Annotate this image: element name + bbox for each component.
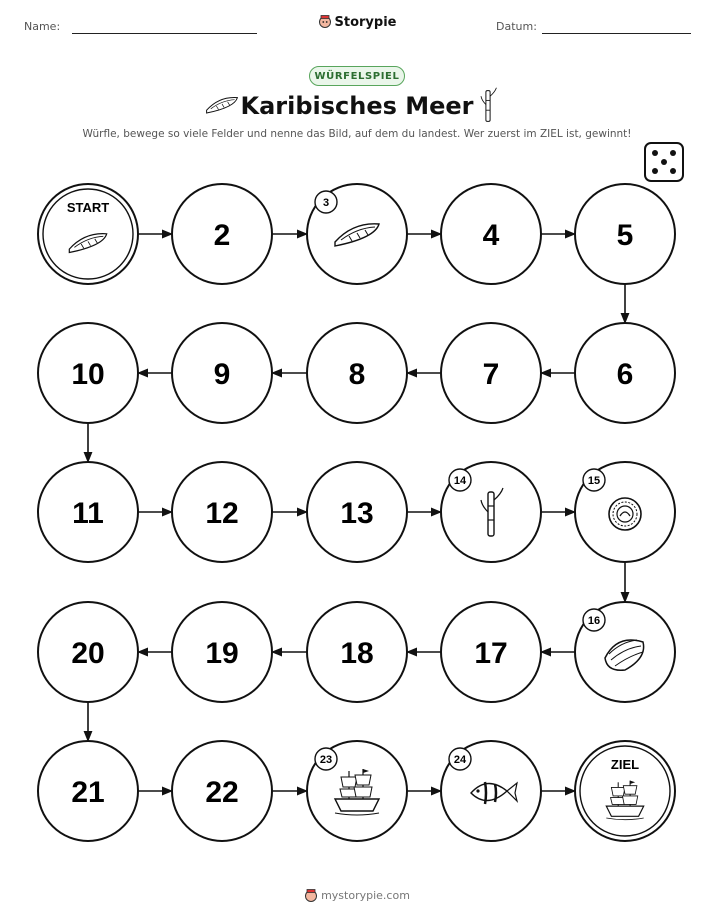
board-cell-6 (575, 323, 675, 423)
cell-number-tag-text: 16 (587, 615, 601, 627)
brand-name: Storypie (334, 15, 397, 30)
board-cell-14 (441, 462, 541, 562)
cell-number: 7 (482, 358, 500, 391)
board-cell-10 (38, 323, 138, 423)
board-cell-5 (575, 184, 675, 284)
game-type-badge: WÜRFELSPIEL (309, 66, 405, 86)
board-cell-25 (575, 741, 675, 841)
board-cell-9 (172, 323, 272, 423)
cell-number-tag-text: 14 (453, 475, 467, 487)
cell-number: 17 (474, 637, 508, 670)
cell-number-tag-text: 3 (322, 197, 330, 209)
board-cell-8 (307, 323, 407, 423)
cell-circle (38, 184, 138, 284)
finish-label: ZIEL (610, 757, 640, 772)
cell-number: 19 (205, 637, 239, 670)
cell-number: 11 (72, 497, 104, 530)
board-cell-17 (441, 602, 541, 702)
footer-url: mystorypie.com (321, 889, 410, 902)
canoe-title-icon (207, 97, 238, 113)
board-cell-16 (575, 602, 675, 702)
cell-number: 6 (616, 358, 634, 391)
start-label: START (66, 200, 110, 215)
cell-number: 13 (340, 497, 374, 530)
board-cell-3 (307, 184, 407, 284)
board-cell-19 (172, 602, 272, 702)
board-cell-22 (172, 741, 272, 841)
board-cell-18 (307, 602, 407, 702)
storypie-logo-icon (304, 888, 318, 902)
dice-icon (645, 143, 683, 181)
cell-number: 22 (205, 776, 239, 809)
cell-number: 20 (71, 637, 105, 670)
board-cell-2 (172, 184, 272, 284)
board-cell-24 (441, 741, 541, 841)
instructions: Würfle, bewege so viele Felder und nenne das Bild, auf dem du landest. Wer zuerst im ZIEL ist, gewinnt! (82, 128, 632, 140)
cell-number: 18 (340, 637, 374, 670)
page-title: Karibisches Meer (240, 92, 474, 120)
coin-icon (609, 498, 641, 530)
board-cell-23 (307, 741, 407, 841)
cell-number: 10 (71, 358, 105, 391)
date-label: Datum: (496, 20, 537, 33)
name-label: Name: (24, 20, 61, 33)
board-cell-13 (307, 462, 407, 562)
cell-number: 4 (482, 219, 500, 252)
board-cell-15 (575, 462, 675, 562)
cell-number: 2 (213, 219, 231, 252)
board-cell-11 (38, 462, 138, 562)
cell-number: 12 (205, 497, 239, 530)
cell-number-tag-text: 24 (453, 754, 467, 766)
board-cell-4 (441, 184, 541, 284)
board-cell-7 (441, 323, 541, 423)
cell-number: 9 (213, 358, 231, 391)
board-cell-20 (38, 602, 138, 702)
cell-number-tag-text: 23 (319, 754, 333, 766)
board-cell-1 (38, 184, 138, 284)
cell-number: 8 (348, 358, 366, 391)
footer (0, 888, 714, 902)
cell-number: 5 (616, 219, 634, 252)
board-cell-21 (38, 741, 138, 841)
cell-number-tag-text: 15 (587, 475, 601, 487)
board-cell-12 (172, 462, 272, 562)
cell-number: 21 (71, 776, 105, 809)
sugarcane-title-icon (481, 88, 496, 122)
